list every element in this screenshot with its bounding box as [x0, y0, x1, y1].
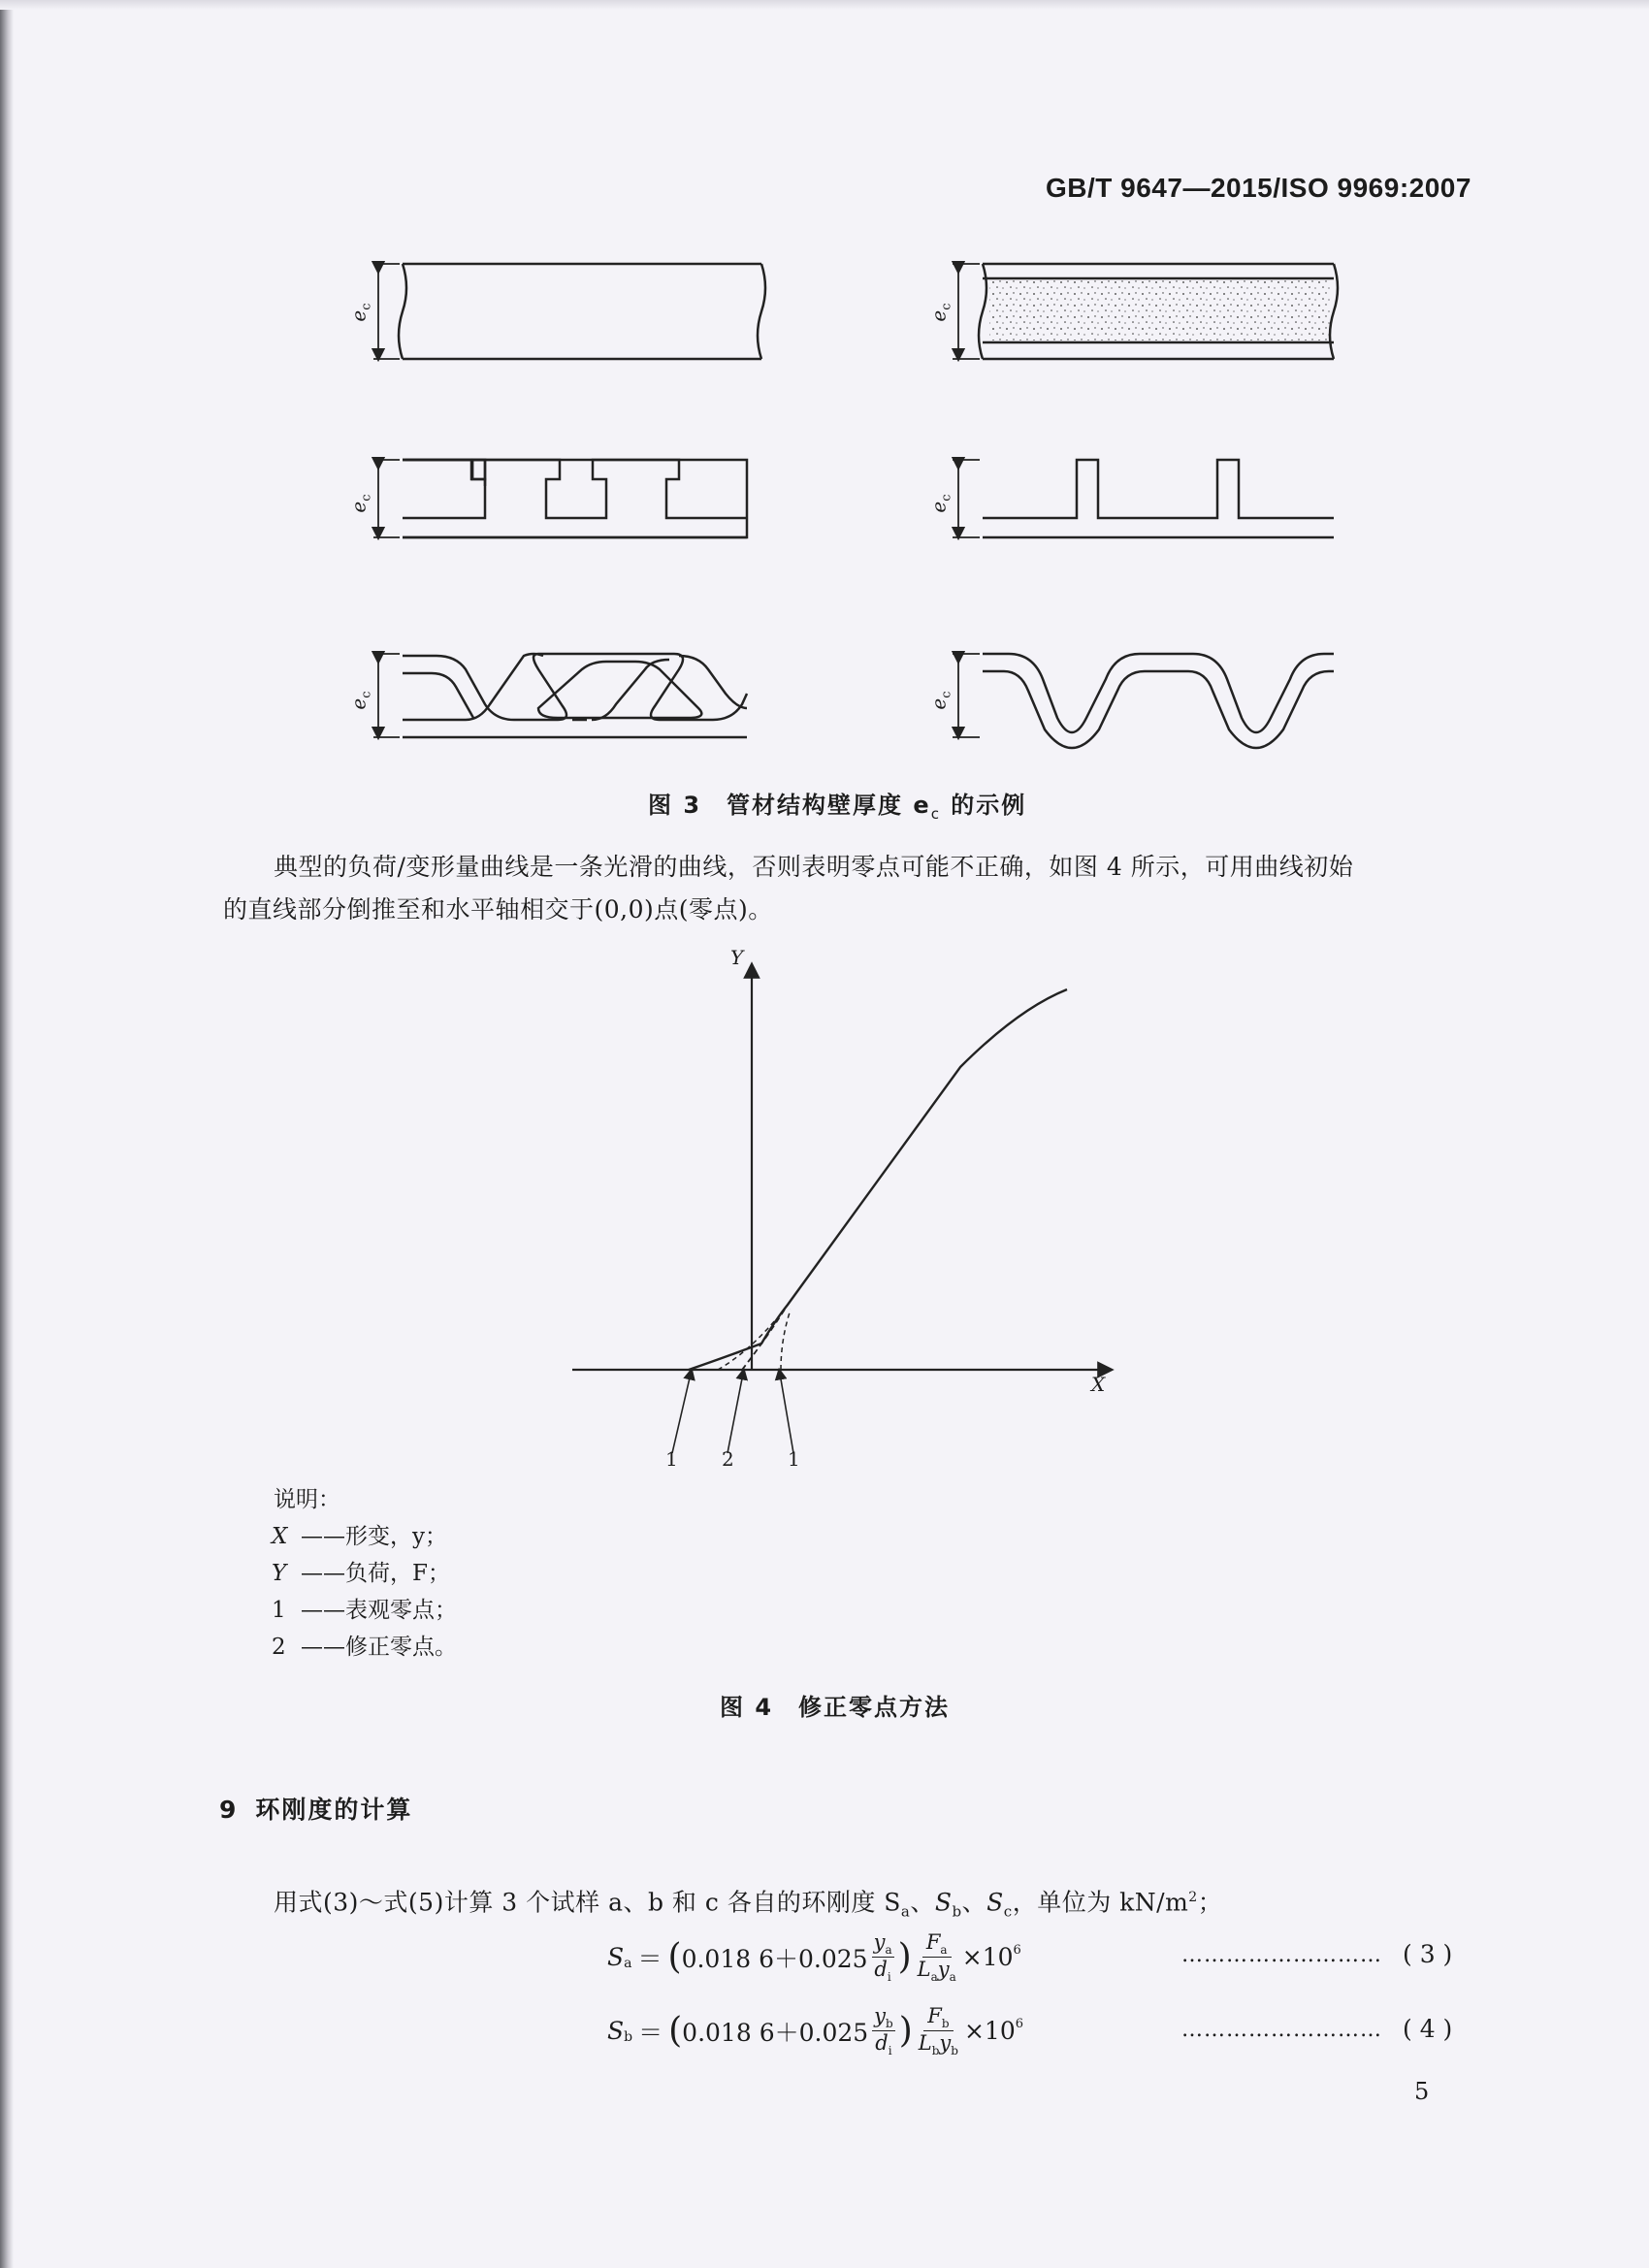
wall-thickness-label: $e_c$	[346, 303, 374, 322]
paragraph-line: 典型的负荷/变形量曲线是一条光滑的曲线，否则表明零点可能不正确，如图 4 所示，可用曲线初始	[274, 853, 1354, 881]
wall-thickness-label: $e_c$	[926, 494, 954, 513]
equation-number: ( 3 )	[1403, 1940, 1453, 1968]
wall-thickness-label: $e_c$	[346, 691, 374, 710]
paragraph-line: 的直线部分倒推至和水平轴相交于(0,0)点(零点)。	[223, 895, 773, 923]
pointer-1-left	[672, 1374, 691, 1453]
legend-title: 说明：	[274, 1487, 340, 1512]
hollow-profile-wall-section	[403, 654, 747, 737]
figure4-caption: 图 4 修正零点方法	[720, 1694, 951, 1721]
legend-item: 1 ——表观零点；	[272, 1598, 457, 1623]
legend-item: Y ——负荷，F；	[272, 1561, 450, 1586]
legend-item: X ——形变，y；	[272, 1524, 447, 1549]
apparent-zero-label: 1	[665, 1447, 678, 1471]
x-axis-label: X	[1091, 1373, 1106, 1396]
page-number: 5	[1414, 2078, 1430, 2105]
equation-number: ( 4 )	[1403, 2015, 1453, 2043]
apparent-zero-label: 1	[788, 1447, 800, 1471]
formula-3: S $_a$ ＝ ( 0.018 6＋0.025 $y_a$ $d_i$ ) $F_a$ $L_ay_a$ ×10 $^6$	[607, 1930, 1021, 1985]
figure3-caption: 图 3 管材结构壁厚度 $e_c$ 的示例	[648, 792, 1027, 823]
wall-thickness-label: $e_c$	[926, 303, 954, 322]
legend-item: 2 ——修正零点。	[272, 1635, 457, 1660]
figure4-diagram	[572, 970, 1106, 1453]
pointer-2	[728, 1374, 743, 1453]
formula-leader: ………………………	[1181, 1943, 1382, 1967]
figure3-diagram	[399, 264, 1338, 748]
section-heading: 9 环刚度的计算	[219, 1796, 413, 1824]
wall-thickness-label: $e_c$	[346, 494, 374, 513]
solid-wall-section	[399, 264, 765, 359]
stiffness-intro-paragraph: 用式(3)～式(5)计算 3 个试样 a、b 和 c 各自的环刚度 $S_a$、$S_b$、$S_c$，单位为 $kN/m^2$；	[274, 1888, 1223, 1921]
corrugated-wall-section	[983, 654, 1334, 748]
standard-number-header: GB/T 9647—2015/ISO 9969:2007	[1046, 173, 1471, 203]
wall-thickness-label: $e_c$	[926, 691, 954, 710]
t-rib-wall-section	[983, 460, 1334, 537]
pointer-1-right	[780, 1374, 793, 1453]
y-axis-label: Y	[730, 946, 744, 969]
formula-leader: ………………………	[1181, 2018, 1382, 2042]
i-rib-wall-section	[403, 460, 747, 537]
corrected-zero-label: 2	[722, 1447, 734, 1471]
formula-4: S $_b$ ＝ ( 0.018 6＋0.025 $y_b$ $d_i$ ) $F_b$ $L_by_b$ ×10 $^6$	[607, 2004, 1024, 2058]
foam-core-wall-section	[979, 264, 1338, 359]
load-deformation-curve	[689, 989, 1067, 1370]
